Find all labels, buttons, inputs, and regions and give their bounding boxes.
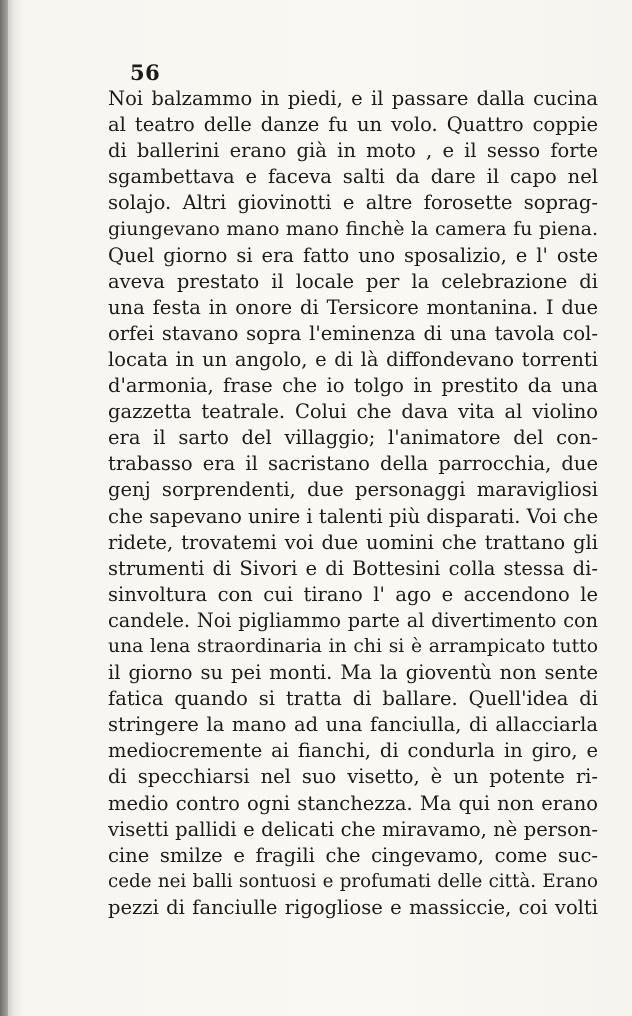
page-number: 56 xyxy=(130,60,161,85)
text-line: aveva prestato il locale per la celebrazione di xyxy=(108,269,598,293)
text-line: pezzi di fanciulle rigogliose e massiccie, coi volti xyxy=(108,895,598,919)
text-line: medio contro ogni stanchezza. Ma qui non erano xyxy=(108,791,598,815)
text-line: sgambettava e faceva salti da dare il capo nel xyxy=(108,165,598,189)
text-line: di specchiarsi nel suo visetto, è un potente ri- xyxy=(108,765,598,789)
body-text xyxy=(108,86,598,921)
text-line: orfei stavano sopra l'eminenza di una tavola col- xyxy=(108,321,598,345)
text-line: stringere la mano ad una fanciulla, di allacciarla xyxy=(108,713,598,737)
text-line: candele. Noi pigliammo parte al divertimento con xyxy=(108,608,598,632)
text-line: cede nei balli sontuosi e profumati delle città. Erano xyxy=(108,870,598,892)
text-line: Noi balzammo in piedi, e il passare dalla cucina xyxy=(108,87,598,110)
text-line: era il sarto del villaggio; l'animatore del con- xyxy=(108,426,598,450)
text-line: locata in un angolo, e di là diffondevano torrenti xyxy=(108,347,598,371)
text-line: giungevano mano mano finchè la camera fu piena. xyxy=(108,218,598,241)
binding-shadow xyxy=(0,0,8,1016)
text-line: strumenti di Sivori e di Bottesini colla stessa di- xyxy=(108,556,598,580)
text-line: sinvoltura con cui tirano l' ago e accendono le xyxy=(108,582,598,606)
text-line: d'armonia, frase che io tolgo in prestito da una xyxy=(108,374,598,398)
text-line: gazzetta teatrale. Colui che dava vita al violino xyxy=(108,400,598,424)
text-line: al teatro delle danze fu un volo. Quattro coppie xyxy=(108,113,598,137)
text-line: che sapevano unire i talenti più disparati. Voi che xyxy=(108,504,598,528)
text-line: una lena straordinaria in chi si è arrampicato tutto xyxy=(108,635,598,657)
text-line: mediocremente ai fianchi, di condurla in giro, e xyxy=(108,739,598,763)
text-line: genj sorprendenti, due personaggi maravigliosi xyxy=(108,478,598,502)
text-line: il giorno su pei monti. Ma la gioventù non sente xyxy=(108,661,598,685)
text-line: visetti pallidi e delicati che miravamo, nè person- xyxy=(108,817,598,841)
text-line: fatica quando si tratta di ballare. Quell'idea di xyxy=(108,687,598,711)
text-line: ridete, trovatemi voi due uomini che trattano gli xyxy=(108,530,598,554)
text-line: trabasso era il sacristano della parrocchia, due xyxy=(108,452,598,476)
text-line: Quel giorno si era fatto uno sposalizio, e l' oste xyxy=(108,243,598,267)
text-line: una festa in onore di Tersicore montanina. I due xyxy=(108,295,598,319)
text-line: solajo. Altri giovinotti e altre forosette soprag- xyxy=(108,191,598,215)
text-line: di ballerini erano già in moto , e il sesso forte xyxy=(108,139,598,163)
text-line: cine smilze e fragili che cingevamo, come suc- xyxy=(108,843,598,867)
